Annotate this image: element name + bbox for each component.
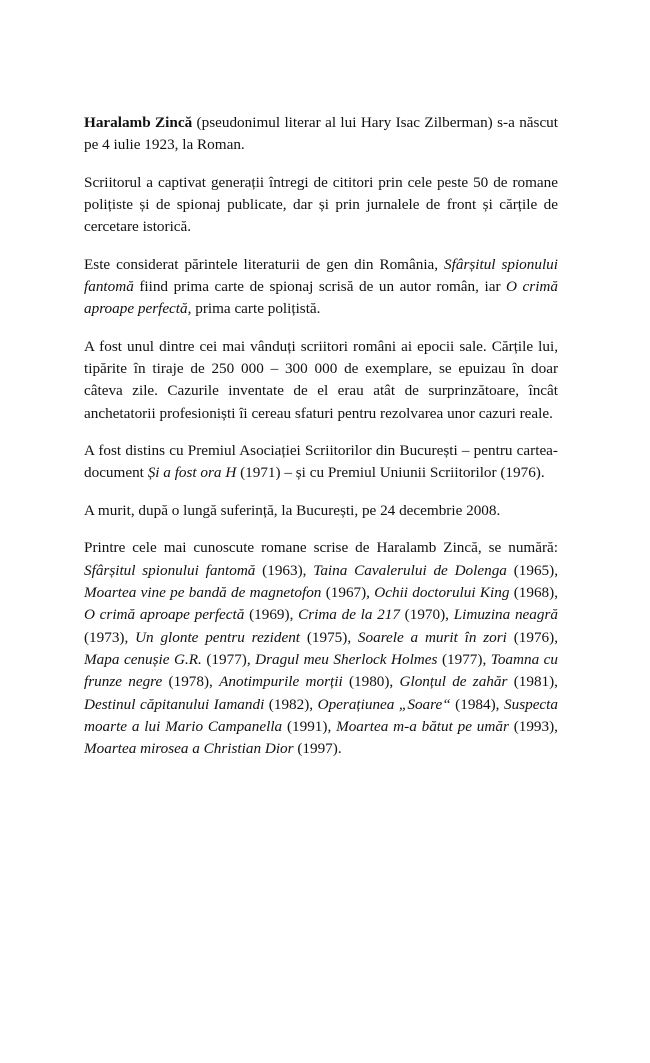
text-run: (1976),: [506, 628, 558, 646]
text-run: (1969),: [244, 606, 299, 624]
text-run: (pseudonimul literar al lui Hary Isac Zilberman) s-a născut pe 4 iulie 1923, la Roman.: [84, 114, 558, 154]
text-run: (1981),: [507, 673, 558, 691]
book-title: Destinul căpitanului Iamandi: [84, 695, 265, 713]
text-run: (1984),: [450, 695, 504, 713]
text-run: (1977),: [437, 650, 491, 668]
book-title: Crima de la 217: [298, 606, 400, 624]
book-title: Mapa cenușie G.R.: [84, 650, 202, 668]
book-title: Dragul meu Sherlock Holmes: [255, 650, 438, 668]
text-run: (1967),: [321, 583, 375, 601]
book-title: Moartea mirosea a Christian Dior: [84, 740, 294, 758]
text-run: Este considerat părintele literaturii de gen din România,: [84, 255, 445, 273]
text-run: (1971) – și cu Premiul Uniunii Scriitorilor (1976).: [236, 464, 545, 482]
text-run: Scriitorul a captivat generații întregi de cititori prin cele peste 50 de romane polițiste și de spionaj publicate, dar și prin jurnalele de front și cărțile de cercetare istorică.: [84, 173, 558, 236]
book-title: Un glonte pentru rezident: [135, 628, 301, 646]
book-title: Taina Cavalerului de Dolenga: [313, 561, 507, 579]
text-run: A fost unul dintre cei mai vânduți scriitori români ai epocii sale. Cărțile lui, tipărite în tiraje de 250 000 – 300 000 de exemplare, se epuizau în doar câteva zile. Cazurile inventate de el erau atât de surprinzătoare, încât anchetatorii profesioniști îi cereau sfaturi pentru rezolvarea unor cazuri reale.: [84, 337, 558, 422]
text-run: prima carte polițistă.: [191, 300, 321, 318]
text-run: (1993),: [508, 717, 558, 735]
book-title: O crimă aproape perfectă,: [84, 278, 558, 318]
text-run: (1965),: [506, 561, 558, 579]
text-run: (1975),: [300, 628, 358, 646]
book-title: Ochii doctorului King: [374, 583, 510, 601]
text-run: (1970),: [399, 606, 454, 624]
paragraph-bio-genre-father: [84, 254, 558, 321]
book-title: Limuzina neagră: [453, 606, 558, 624]
paragraph-bio-sales: [84, 336, 558, 425]
text-run: (1982),: [264, 695, 318, 713]
book-title: Operațiunea „Soare“: [317, 695, 451, 713]
book-title: O crimă aproape perfectă: [84, 606, 245, 624]
book-title: Glonțul de zahăr: [399, 673, 508, 691]
text-run: fiind prima carte de spionaj scrisă de un autor român, iar: [133, 278, 507, 296]
text-run: (1978),: [162, 673, 220, 691]
book-title: Moartea m-a bătut pe umăr: [336, 717, 509, 735]
book-title: Sfârșitul spionului fantomă: [84, 561, 256, 579]
paragraph-bio-awards: [84, 440, 558, 485]
text-run: (1977),: [201, 650, 256, 668]
text-run: A fost distins cu Premiul Asociației Scriitorilor din București – pentru cartea-document: [84, 442, 558, 482]
author-name: Haralamb Zincă: [84, 114, 193, 131]
text-run: Printre cele mai cunoscute romane scrise de Haralamb Zincă, se numără:: [84, 539, 558, 557]
paragraph-bio-intro: [84, 112, 558, 157]
book-title: Sfârșitul spionului fantomă: [84, 255, 558, 296]
text-run: A murit, după o lungă suferință, la București, pe 24 decembrie 2008.: [84, 501, 501, 519]
paragraph-bio-bibliography: [84, 537, 558, 760]
book-title: Suspecta moarte a lui Mario Campanella: [84, 695, 558, 735]
paragraph-bio-career: [84, 172, 558, 239]
text-run: (1973),: [84, 628, 136, 646]
text-run: (1980),: [342, 673, 400, 691]
text-run: (1991),: [282, 717, 337, 735]
book-title: Și a fost ora H: [147, 464, 237, 482]
book-title: Toamna cu frunze negre: [84, 650, 559, 691]
document-body: [84, 112, 558, 761]
book-title: Soarele a murit în zori: [357, 628, 507, 646]
text-run: (1963),: [255, 561, 314, 579]
text-run: (1997).: [293, 740, 342, 758]
paragraph-bio-death: [84, 500, 558, 522]
text-run: (1968),: [509, 583, 558, 601]
book-title: Anotimpurile morții: [219, 673, 343, 691]
book-title: Moartea vine pe bandă de magnetofon: [84, 583, 322, 601]
